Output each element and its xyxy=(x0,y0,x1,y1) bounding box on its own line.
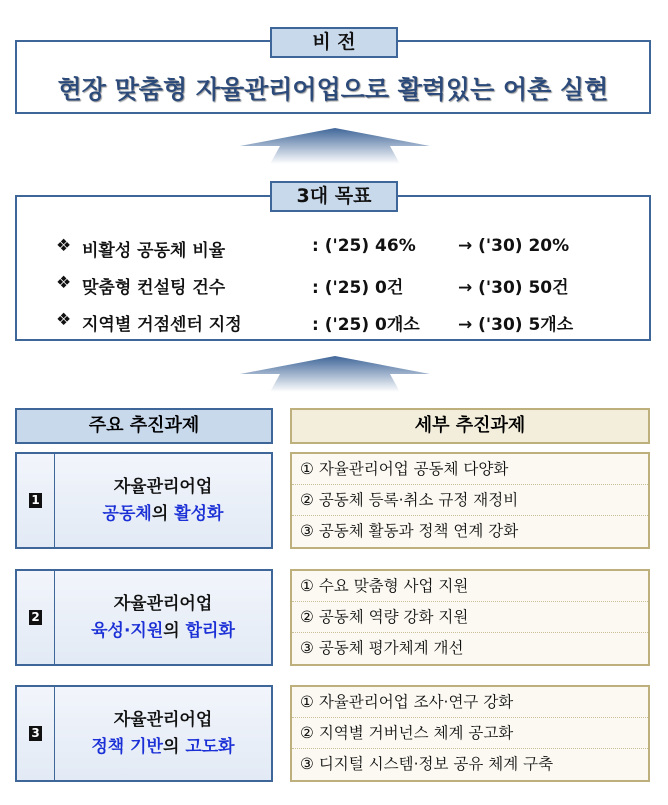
detail-tasks-header: 세부 추진과제 xyxy=(290,408,650,444)
task-highlight: 정책 기반 xyxy=(91,736,163,757)
up-arrow-icon xyxy=(240,128,430,164)
detail-task-item: ② 공동체 역량 강화 지원 xyxy=(292,602,648,633)
detail-task-item: ① 수요 맞춤형 사업 지원 xyxy=(292,571,648,602)
detail-task-item: ② 지역별 거버넌스 체계 공고화 xyxy=(292,718,648,749)
goal-item: ❖ 비활성 공동체 비율 : ('25) 46% → ('30) 20% xyxy=(56,236,570,261)
main-task: 3 자율관리어업 정책 기반의 고도화 xyxy=(15,685,273,782)
detail-task-item: ① 자율관리어업 조사·연구 강화 xyxy=(292,687,648,718)
goals-title: 3대 목표 xyxy=(270,181,398,212)
task-number: 2 xyxy=(29,610,42,625)
task-highlight: 활성화 xyxy=(174,503,224,524)
detail-task-list xyxy=(290,452,650,549)
detail-task-item: ② 공동체 등록·취소 규정 재정비 xyxy=(292,485,648,516)
task-title-line1: 자율관리어업 xyxy=(113,593,213,614)
task-title-line1: 자율관리어업 xyxy=(113,709,213,730)
task-highlight: 고도화 xyxy=(185,736,235,757)
detail-task-list xyxy=(290,569,650,666)
task-highlight: 공동체 xyxy=(102,503,152,524)
detail-task-item: ① 자율관리어업 공동체 다양화 xyxy=(292,454,648,485)
vision-statement: 현장 맞춤형 자율관리어업으로 활력있는 어촌 실현 xyxy=(57,75,609,104)
task-highlight: 육성·지원 xyxy=(91,620,164,641)
task-number: 1 xyxy=(29,493,42,508)
task-number: 3 xyxy=(29,726,42,741)
diamond-bullet-icon: ❖ xyxy=(56,273,72,293)
detail-task-item: ③ 공동체 평가체계 개선 xyxy=(300,639,464,657)
detail-task-list xyxy=(290,685,650,782)
main-tasks-header: 주요 추진과제 xyxy=(15,408,273,444)
diamond-bullet-icon: ❖ xyxy=(56,236,72,256)
task-title-line1: 자율관리어업 xyxy=(113,476,213,497)
vision-title: 비 전 xyxy=(270,27,398,58)
goal-item: ❖ 지역별 거점센터 지정 : ('25) 0개소 → ('30) 5개소 xyxy=(56,310,574,335)
main-task: 1 자율관리어업 공동체의 활성화 xyxy=(15,452,273,549)
up-arrow-icon xyxy=(240,356,430,392)
diamond-bullet-icon: ❖ xyxy=(56,310,72,330)
main-task: 2 자율관리어업 육성·지원의 합리화 xyxy=(15,569,273,666)
detail-task-item: ③ 공동체 활동과 정책 연계 강화 xyxy=(300,522,519,540)
detail-task-item: ③ 디지털 시스템·정보 공유 체계 구축 xyxy=(300,755,554,773)
goal-item: ❖ 맞춤형 컨설팅 건수 : ('25) 0건 → ('30) 50건 xyxy=(56,273,569,298)
task-highlight: 합리화 xyxy=(185,620,235,641)
